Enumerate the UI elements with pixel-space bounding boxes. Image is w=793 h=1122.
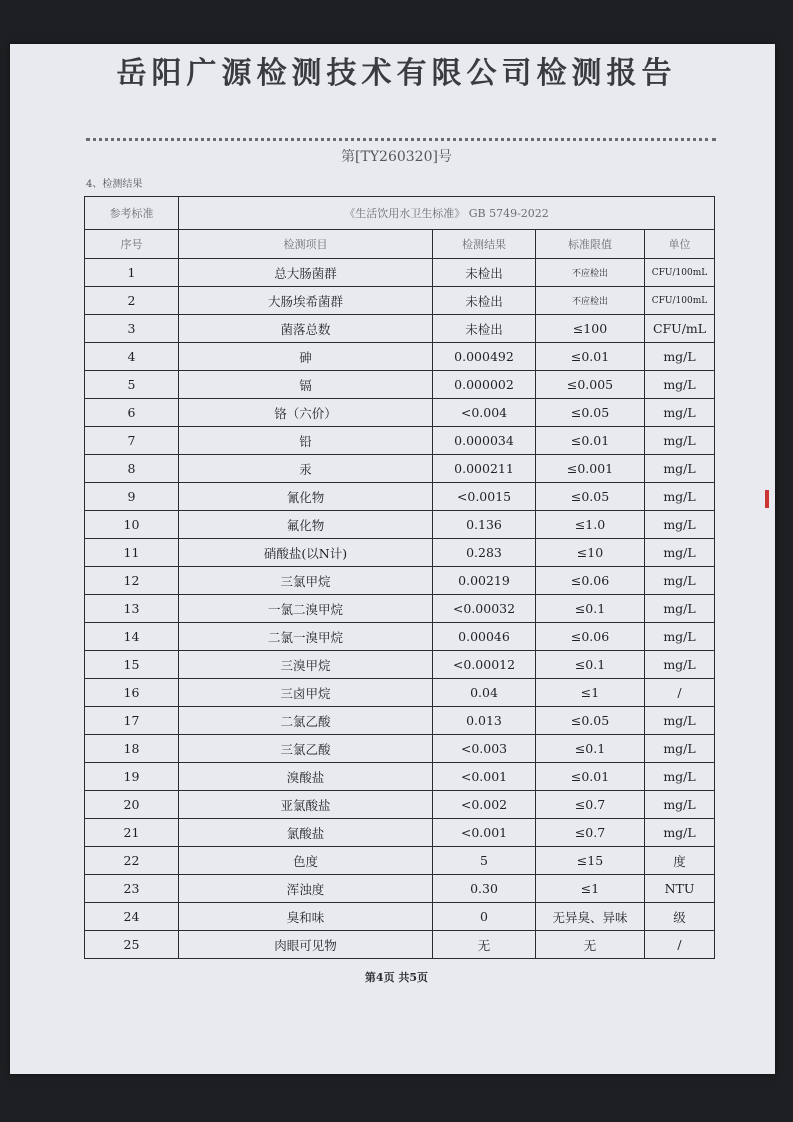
reference-value: 《生活饮用水卫生标准》 GB 5749-2022 bbox=[179, 197, 715, 230]
cell-unit: mg/L bbox=[645, 735, 715, 763]
page-footer: 第4页 共5页 bbox=[364, 971, 429, 984]
cell-limit: 无 bbox=[536, 931, 645, 959]
cell-limit: ≤0.1 bbox=[536, 735, 645, 763]
table-row bbox=[85, 539, 715, 567]
cell-limit: ≤0.05 bbox=[536, 399, 645, 427]
table-row bbox=[85, 567, 715, 595]
cell-no: 18 bbox=[85, 735, 179, 763]
cell-limit: ≤0.06 bbox=[536, 623, 645, 651]
cell-result: 未检出 bbox=[433, 287, 536, 315]
cell-limit: 不应检出 bbox=[536, 259, 645, 287]
cell-result: 0.000211 bbox=[433, 455, 536, 483]
cell-item: 亚氯酸盐 bbox=[179, 791, 433, 819]
table-row bbox=[85, 679, 715, 707]
cell-item: 臭和味 bbox=[179, 903, 433, 931]
cell-no: 7 bbox=[85, 427, 179, 455]
cell-unit: mg/L bbox=[645, 539, 715, 567]
cell-limit: ≤0.7 bbox=[536, 791, 645, 819]
cell-limit: ≤0.05 bbox=[536, 707, 645, 735]
table-row bbox=[85, 763, 715, 791]
cell-unit: mg/L bbox=[645, 371, 715, 399]
cell-unit: mg/L bbox=[645, 819, 715, 847]
title-divider bbox=[86, 138, 716, 141]
cell-result: 无 bbox=[433, 931, 536, 959]
cell-result: 0.30 bbox=[433, 875, 536, 903]
table-row bbox=[85, 903, 715, 931]
table-row bbox=[85, 455, 715, 483]
cell-limit: ≤0.01 bbox=[536, 763, 645, 791]
cell-no: 9 bbox=[85, 483, 179, 511]
report-title: 岳阳广源检测技术有限公司检测报告 bbox=[116, 56, 677, 91]
cell-unit: mg/L bbox=[645, 623, 715, 651]
cell-limit: ≤10 bbox=[536, 539, 645, 567]
cell-item: 色度 bbox=[179, 847, 433, 875]
cell-no: 25 bbox=[85, 931, 179, 959]
edge-mark bbox=[765, 490, 769, 508]
cell-item: 砷 bbox=[179, 343, 433, 371]
table-row bbox=[85, 651, 715, 679]
cell-unit: CFU/mL bbox=[645, 315, 715, 343]
cell-unit: / bbox=[645, 679, 715, 707]
cell-result: <0.00032 bbox=[433, 595, 536, 623]
cell-item: 氰化物 bbox=[179, 483, 433, 511]
cell-item: 三氯甲烷 bbox=[179, 567, 433, 595]
cell-unit: CFU/100mL bbox=[645, 287, 715, 315]
cell-unit: mg/L bbox=[645, 399, 715, 427]
cell-unit: / bbox=[645, 931, 715, 959]
table-row bbox=[85, 875, 715, 903]
cell-limit: ≤15 bbox=[536, 847, 645, 875]
cell-no: 2 bbox=[85, 287, 179, 315]
cell-limit: ≤0.7 bbox=[536, 819, 645, 847]
cell-result: 0.00046 bbox=[433, 623, 536, 651]
cell-result: <0.002 bbox=[433, 791, 536, 819]
cell-limit: ≤0.01 bbox=[536, 427, 645, 455]
cell-result: <0.0015 bbox=[433, 483, 536, 511]
cell-item: 一氯二溴甲烷 bbox=[179, 595, 433, 623]
cell-item: 硝酸盐(以N计) bbox=[179, 539, 433, 567]
cell-result: 未检出 bbox=[433, 259, 536, 287]
table-header-row bbox=[85, 230, 715, 259]
cell-result: 5 bbox=[433, 847, 536, 875]
cell-no: 12 bbox=[85, 567, 179, 595]
cell-item: 三卤甲烷 bbox=[179, 679, 433, 707]
table-row bbox=[85, 371, 715, 399]
cell-result: 0.04 bbox=[433, 679, 536, 707]
cell-limit: ≤0.06 bbox=[536, 567, 645, 595]
cell-no: 21 bbox=[85, 819, 179, 847]
cell-result: <0.001 bbox=[433, 763, 536, 791]
cell-item: 铅 bbox=[179, 427, 433, 455]
cell-limit: ≤0.05 bbox=[536, 483, 645, 511]
reference-standard-row bbox=[85, 197, 715, 230]
cell-result: <0.004 bbox=[433, 399, 536, 427]
cell-no: 17 bbox=[85, 707, 179, 735]
cell-result: 0.00219 bbox=[433, 567, 536, 595]
cell-item: 氟化物 bbox=[179, 511, 433, 539]
cell-no: 8 bbox=[85, 455, 179, 483]
cell-unit: mg/L bbox=[645, 651, 715, 679]
header-item: 检测项目 bbox=[179, 230, 433, 259]
cell-no: 6 bbox=[85, 399, 179, 427]
cell-no: 5 bbox=[85, 371, 179, 399]
cell-no: 22 bbox=[85, 847, 179, 875]
table-row bbox=[85, 287, 715, 315]
cell-result: <0.00012 bbox=[433, 651, 536, 679]
cell-item: 氯酸盐 bbox=[179, 819, 433, 847]
cell-no: 20 bbox=[85, 791, 179, 819]
table-row bbox=[85, 343, 715, 371]
cell-item: 溴酸盐 bbox=[179, 763, 433, 791]
cell-unit: NTU bbox=[645, 875, 715, 903]
cell-unit: mg/L bbox=[645, 427, 715, 455]
cell-limit: ≤1.0 bbox=[536, 511, 645, 539]
cell-unit: mg/L bbox=[645, 707, 715, 735]
table-row bbox=[85, 847, 715, 875]
table-row bbox=[85, 399, 715, 427]
cell-result: 0.013 bbox=[433, 707, 536, 735]
section-heading: 4、检测结果 bbox=[86, 179, 143, 190]
cell-unit: 级 bbox=[645, 903, 715, 931]
cell-no: 10 bbox=[85, 511, 179, 539]
cell-item: 汞 bbox=[179, 455, 433, 483]
report-number: 第[TY260320]号 bbox=[341, 149, 452, 165]
cell-unit: mg/L bbox=[645, 595, 715, 623]
header-result: 检测结果 bbox=[433, 230, 536, 259]
cell-result: 0 bbox=[433, 903, 536, 931]
header-unit: 单位 bbox=[645, 230, 715, 259]
cell-limit: ≤1 bbox=[536, 875, 645, 903]
cell-unit: mg/L bbox=[645, 343, 715, 371]
cell-result: 0.283 bbox=[433, 539, 536, 567]
cell-result: 0.000492 bbox=[433, 343, 536, 371]
table-row bbox=[85, 931, 715, 959]
cell-item: 三氯乙酸 bbox=[179, 735, 433, 763]
table-row bbox=[85, 595, 715, 623]
cell-unit: mg/L bbox=[645, 763, 715, 791]
cell-no: 23 bbox=[85, 875, 179, 903]
reference-label: 参考标准 bbox=[85, 197, 179, 230]
table-row bbox=[85, 791, 715, 819]
cell-unit: mg/L bbox=[645, 455, 715, 483]
cell-limit: ≤1 bbox=[536, 679, 645, 707]
cell-item: 浑浊度 bbox=[179, 875, 433, 903]
cell-limit: ≤0.1 bbox=[536, 651, 645, 679]
table-row bbox=[85, 707, 715, 735]
table-row bbox=[85, 511, 715, 539]
cell-item: 镉 bbox=[179, 371, 433, 399]
cell-limit: ≤100 bbox=[536, 315, 645, 343]
cell-no: 3 bbox=[85, 315, 179, 343]
cell-no: 1 bbox=[85, 259, 179, 287]
cell-limit: ≤0.001 bbox=[536, 455, 645, 483]
cell-unit: mg/L bbox=[645, 511, 715, 539]
cell-result: 未检出 bbox=[433, 315, 536, 343]
cell-unit: mg/L bbox=[645, 791, 715, 819]
cell-item: 铬（六价） bbox=[179, 399, 433, 427]
cell-unit: 度 bbox=[645, 847, 715, 875]
cell-unit: CFU/100mL bbox=[645, 259, 715, 287]
cell-limit: ≤0.1 bbox=[536, 595, 645, 623]
cell-result: <0.003 bbox=[433, 735, 536, 763]
cell-no: 13 bbox=[85, 595, 179, 623]
cell-item: 三溴甲烷 bbox=[179, 651, 433, 679]
table-row bbox=[85, 315, 715, 343]
cell-result: 0.136 bbox=[433, 511, 536, 539]
header-limit: 标准限值 bbox=[536, 230, 645, 259]
cell-no: 19 bbox=[85, 763, 179, 791]
cell-no: 24 bbox=[85, 903, 179, 931]
cell-no: 11 bbox=[85, 539, 179, 567]
header-no: 序号 bbox=[85, 230, 179, 259]
results-table bbox=[84, 196, 715, 959]
table-row bbox=[85, 483, 715, 511]
cell-result: 0.000034 bbox=[433, 427, 536, 455]
cell-limit: 无异臭、异味 bbox=[536, 903, 645, 931]
cell-limit: ≤0.005 bbox=[536, 371, 645, 399]
cell-limit: ≤0.01 bbox=[536, 343, 645, 371]
cell-no: 4 bbox=[85, 343, 179, 371]
cell-unit: mg/L bbox=[645, 483, 715, 511]
cell-item: 二氯一溴甲烷 bbox=[179, 623, 433, 651]
cell-result: 0.000002 bbox=[433, 371, 536, 399]
cell-limit: 不应检出 bbox=[536, 287, 645, 315]
cell-no: 14 bbox=[85, 623, 179, 651]
cell-item: 菌落总数 bbox=[179, 315, 433, 343]
cell-unit: mg/L bbox=[645, 567, 715, 595]
cell-item: 总大肠菌群 bbox=[179, 259, 433, 287]
cell-no: 16 bbox=[85, 679, 179, 707]
cell-item: 肉眼可见物 bbox=[179, 931, 433, 959]
table-row bbox=[85, 819, 715, 847]
table-row bbox=[85, 623, 715, 651]
table-row bbox=[85, 259, 715, 287]
cell-no: 15 bbox=[85, 651, 179, 679]
table-row bbox=[85, 427, 715, 455]
cell-item: 大肠埃希菌群 bbox=[179, 287, 433, 315]
table-row bbox=[85, 735, 715, 763]
cell-item: 二氯乙酸 bbox=[179, 707, 433, 735]
cell-result: <0.001 bbox=[433, 819, 536, 847]
